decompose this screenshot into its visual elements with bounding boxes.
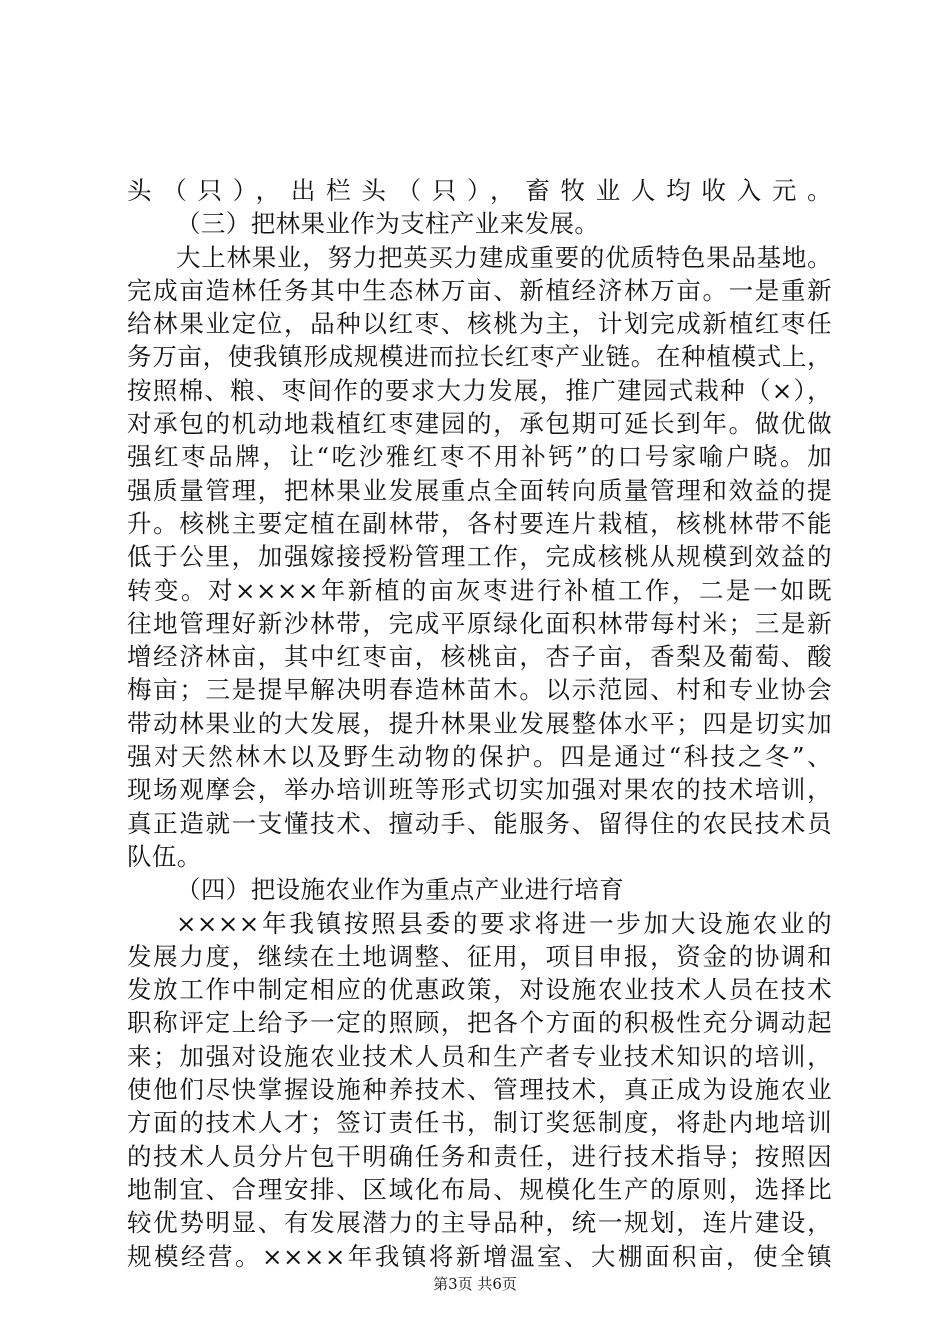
text-line: 带动林果业的大发展，提升林果业发展整体水平；四是切实加: [127, 708, 832, 738]
text-line: 发展力度，继续在土地调整、征用，项目申报，资金的协调和: [127, 941, 832, 971]
text-line: 转变。对××××年新植的亩灰枣进行补植工作，二是一如既: [127, 575, 832, 605]
text-line: 队伍。: [127, 841, 202, 871]
text-line: 地制宜、合理安排、区域化布局、规模化生产的原则，选择比: [127, 1174, 832, 1204]
paragraph-first-line: ××××年我镇按照县委的要求将进一步加大设施农业的: [176, 908, 832, 938]
text-line: 往地管理好新沙林带，完成平原绿化面积林带每村米；三是新: [127, 608, 832, 638]
text-line: 头（只），出栏头（只），畜牧业人均收入元。: [127, 176, 832, 205]
paragraph-first-line: 大上林果业，努力把英买力建成重要的优质特色果品基地。: [176, 242, 832, 272]
text-line: 职称评定上给予一定的照顾，把各个方面的积极性充分调动起: [127, 1008, 832, 1038]
text-line: 增经济林亩，其中红枣亩，核桃亩，杏子亩，香梨及葡萄、酸: [127, 642, 832, 672]
text-line: 强红枣品牌，让“吃沙雅红枣不用补钙”的口号家喻户晓。加: [127, 442, 832, 472]
text-line: 规模经营。××××年我镇将新增温室、大棚面积亩，使全镇: [127, 1241, 832, 1271]
section-heading: （四）把设施农业作为重点产业进行培育: [176, 875, 625, 905]
text-line: 务万亩，使我镇形成规模进而拉长红枣产业链。在种植模式上，: [127, 342, 832, 372]
text-line: 强质量管理，把林果业发展重点全面转向质量管理和效益的提: [127, 475, 832, 505]
text-line: 按照棉、粮、枣间作的要求大力发展，推广建园式栽种（×），: [127, 375, 832, 405]
text-line: 使他们尽快掌握设施种养技术、管理技术，真正成为设施农业: [127, 1075, 832, 1105]
text-line: 的技术人员分片包干明确任务和责任，进行技术指导；按照因: [127, 1141, 832, 1171]
text-line: 升。核桃主要定植在副林带，各村要连片栽植，核桃林带不能: [127, 508, 832, 538]
text-line: 给林果业定位，品种以红枣、核桃为主，计划完成新植红枣任: [127, 309, 832, 339]
text-line: 真正造就一支懂技术、擅动手、能服务、留得住的农民技术员: [127, 808, 832, 838]
text-line: 较优势明显、有发展潜力的主导品种，统一规划，连片建设，: [127, 1208, 832, 1238]
text-line: 方面的技术人才；签订责任书，制订奖惩制度，将赴内地培训: [127, 1108, 832, 1138]
text-line: 现场观摩会，举办培训班等形式切实加强对果农的技术培训，: [127, 775, 832, 805]
text-line: 完成亩造林任务其中生态林万亩、新植经济林万亩。一是重新: [127, 275, 832, 305]
text-line: 发放工作中制定相应的优惠政策，对设施农业技术人员在技术: [127, 975, 832, 1005]
text-line: 梅亩；三是提早解决明春造林苗木。以示范园、村和专业协会: [127, 675, 832, 705]
section-heading: （三）把林果业作为支柱产业来发展。: [176, 209, 600, 239]
body-text: [127, 174, 832, 1273]
text-line: 对承包的机动地栽植红枣建园的，承包期可延长到年。做优做: [127, 409, 832, 439]
text-line: 低于公里，加强嫁接授粉管理工作，完成核桃从规模到效益的: [127, 542, 832, 572]
text-line: 来；加强对设施农业技术人员和生产者专业技术知识的培训，: [127, 1041, 832, 1071]
text-line: 强对天然林木以及野生动物的保护。四是通过“科技之冬”、: [127, 742, 832, 772]
page-number-footer: 第3页 共6页: [433, 1275, 517, 1293]
